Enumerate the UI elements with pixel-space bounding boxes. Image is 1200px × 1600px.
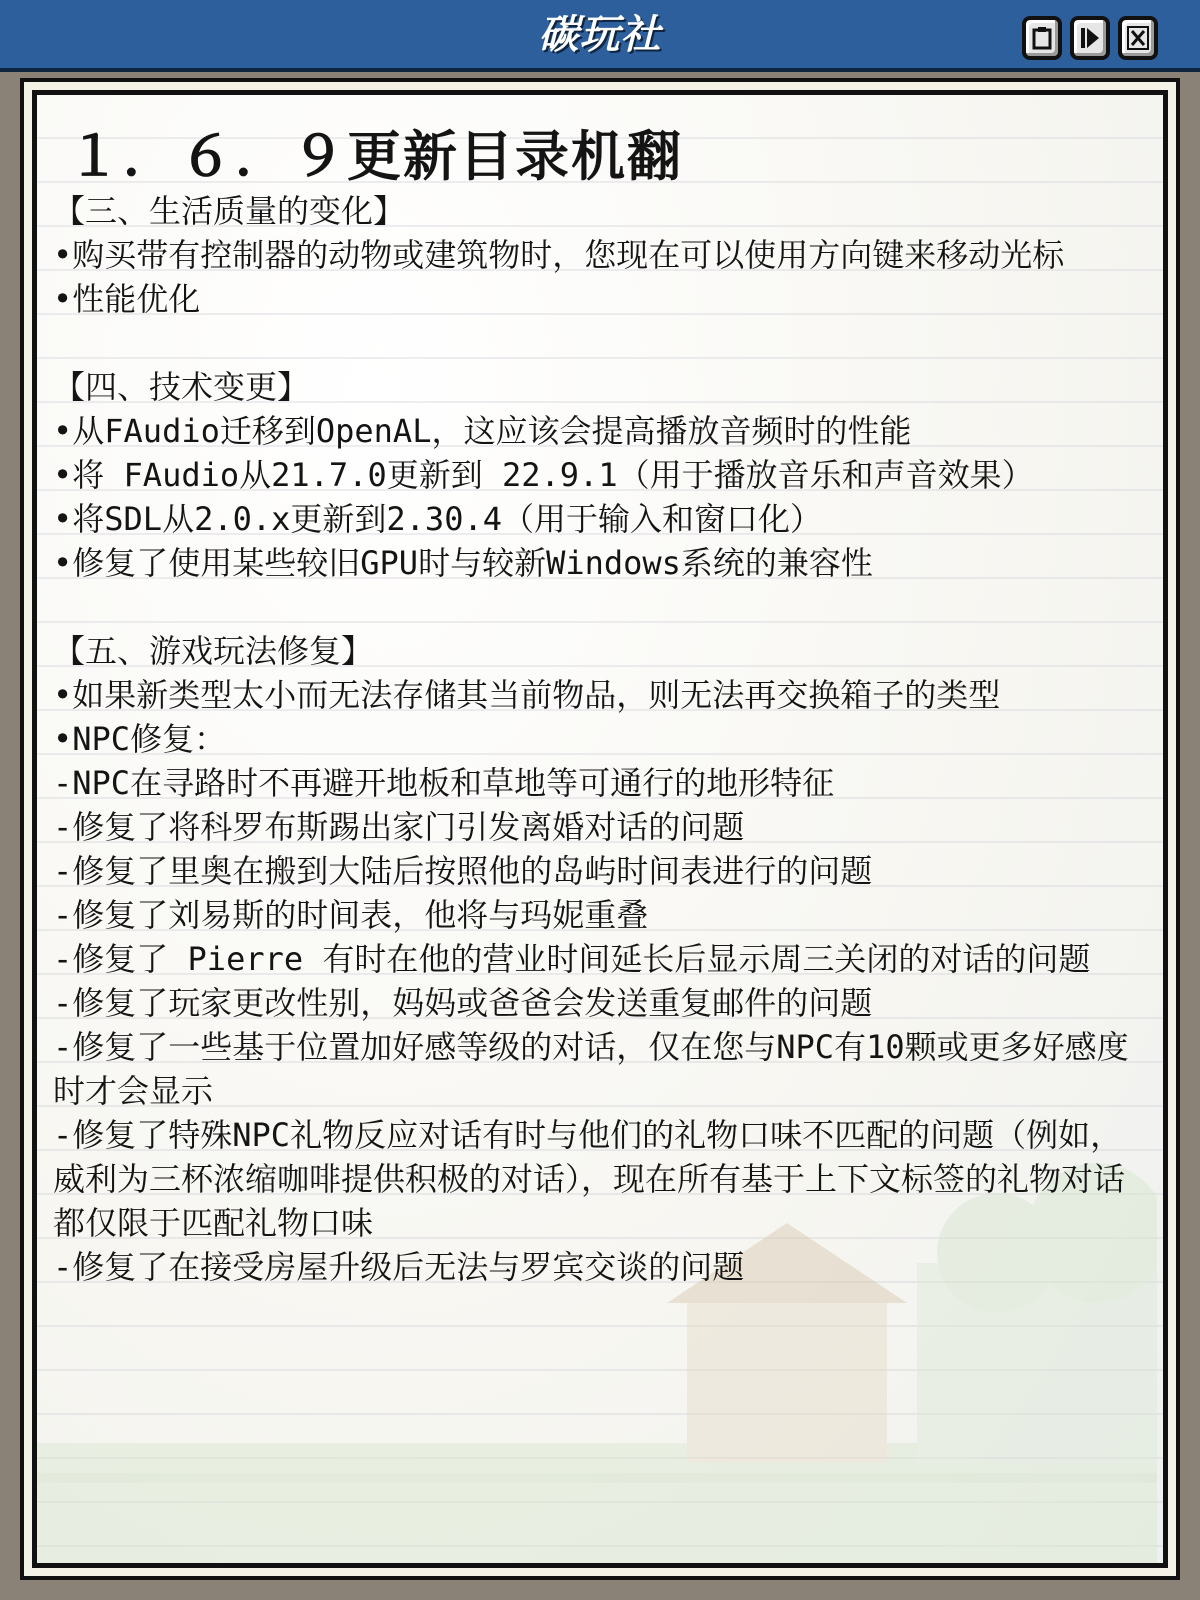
note-item: -修复了刘易斯的时间表，他将与玛妮重叠 [53, 896, 649, 934]
section-heading: 【三、生活质量的变化】 [53, 192, 406, 230]
note-item: -修复了在接受房屋升级后无法与罗宾交谈的问题 [53, 1248, 745, 1286]
note-item: -修复了 Pierre 有时在他的营业时间延长后显示周三关闭的对话的问题 [53, 940, 1091, 978]
note-item: •NPC修复： [53, 720, 227, 758]
minimize-button[interactable] [1022, 16, 1062, 60]
note-item: •将SDL从2.0.x更新到2.30.4（用于输入和窗口化） [53, 500, 822, 538]
clipboard-icon [1031, 25, 1053, 51]
dialog-outer-frame [20, 78, 1180, 1580]
note-item: -修复了里奥在搬到大陆后按照他的岛屿时间表进行的问题 [53, 852, 873, 890]
note-item: -修复了将科罗布斯踢出家门引发离婚对话的问题 [53, 808, 745, 846]
title-bar[interactable] [0, 0, 1200, 72]
note-item: •如果新类型太小而无法存储其当前物品，则无法再交换箱子的类型 [53, 676, 1001, 714]
note-item: -NPC在寻路时不再避开地板和草地等可通行的地形特征 [53, 764, 835, 802]
note-item: •将 FAudio从21.7.0更新到 22.9.1（用于播放音乐和声音效果） [53, 456, 1034, 494]
play-arrow-icon [1079, 25, 1101, 51]
note-item: •购买带有控制器的动物或建筑物时，您现在可以使用方向键来移动光标 [53, 236, 1065, 274]
section-heading: 【四、技术变更】 [53, 368, 310, 406]
note-item: •性能优化 [53, 280, 201, 318]
close-button[interactable] [1118, 16, 1158, 60]
section-heading: 【五、游戏玩法修复】 [53, 632, 374, 670]
patch-notes [53, 123, 1145, 1289]
page-title: １．６．９更新目录机翻 [67, 124, 683, 188]
dialog-panel [32, 90, 1168, 1568]
close-icon [1126, 25, 1150, 51]
note-item: •从FAudio迁移到OpenAL，这应该会提高播放音频时的性能 [53, 412, 912, 450]
blank-line [53, 321, 1145, 365]
app-logo-title: 碳玩社 [538, 11, 662, 58]
note-item: -修复了玩家更改性别，妈妈或爸爸会发送重复邮件的问题 [53, 984, 873, 1022]
note-item: -修复了一些基于位置加好感等级的对话，仅在您与NPC有10颗或更多好感度时才会显示 [53, 1028, 1129, 1110]
note-item: -修复了特殊NPC礼物反应对话有时与他们的礼物口味不匹配的问题（例如，威利为三杯浓缩咖啡提供积极的对话），现在所有基于上下文标签的礼物对话都仅限于匹配礼物口味 [53, 1116, 1126, 1242]
blank-line [53, 585, 1145, 629]
patch-notes-body [53, 189, 1145, 1289]
note-item: •修复了使用某些较旧GPU时与较新Windows系统的兼容性 [53, 544, 873, 582]
next-button[interactable] [1070, 16, 1110, 60]
